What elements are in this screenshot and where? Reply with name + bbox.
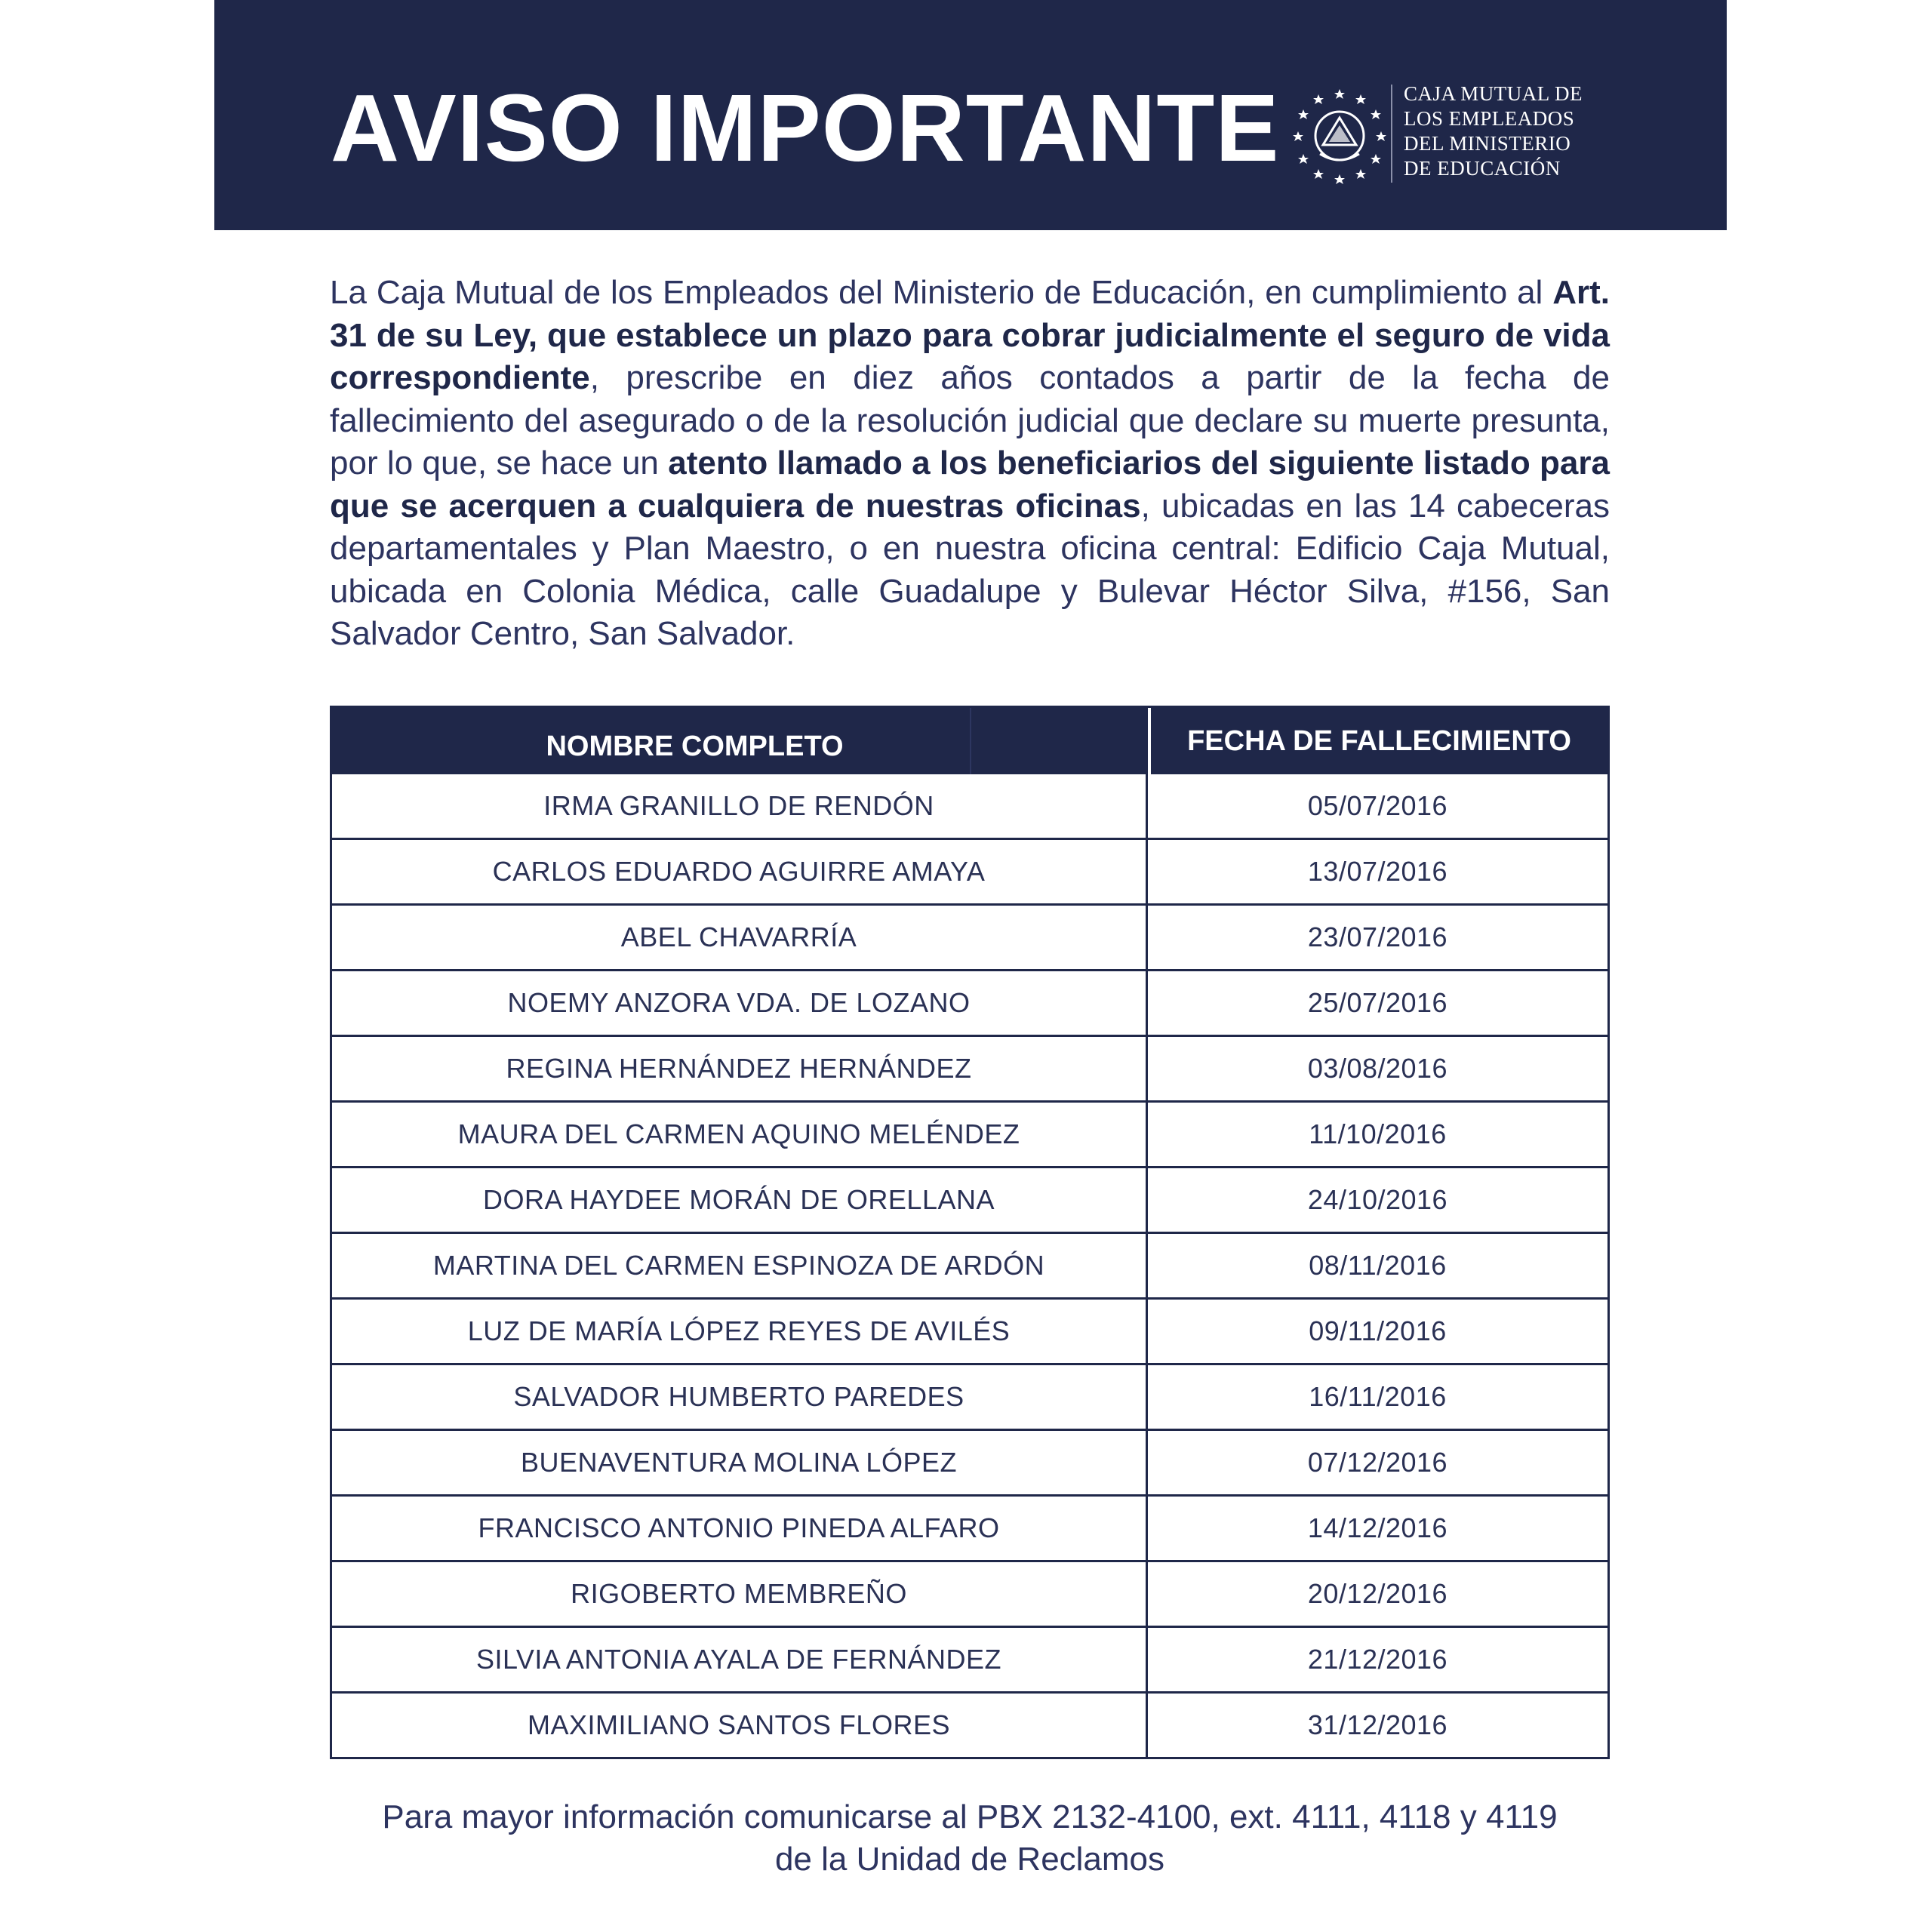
institution-name-line: LOS EMPLEADOS	[1404, 107, 1575, 130]
cell-date: 08/11/2016	[1309, 1250, 1447, 1281]
intro-text: , prescribe en diez años contados a partir de la fecha de fallecimiento del asegurado o de la resolución judicial que declare su muerte presunta, por lo que, se hace un	[330, 359, 1610, 481]
intro-text: , ubicadas en las 14 cabeceras departamentales y Plan Maestro, o en nuestra oficina central: Edificio Caja Mutual, ubicada en Colonia Médica, calle Guadalupe y Bulevar Héctor Silva, #156, San Salvador Centro, San Salvador.	[330, 487, 1610, 652]
cell-name: MAURA DEL CARMEN AQUINO MELÉNDEZ	[332, 1103, 1148, 1166]
table-row	[332, 838, 1607, 903]
cell-date: 11/10/2016	[1309, 1118, 1447, 1149]
table-row	[332, 969, 1607, 1035]
table-row	[332, 1363, 1607, 1429]
cell-date: 14/12/2016	[1307, 1512, 1448, 1543]
header-divider	[970, 708, 971, 774]
contact-line: de la Unidad de Reclamos	[774, 1841, 1165, 1878]
cell-date: 31/12/2016	[1307, 1709, 1448, 1740]
table-row	[332, 1035, 1607, 1100]
institution-name-line: CAJA MUTUAL DE	[1404, 82, 1583, 105]
column-header-date	[1151, 708, 1607, 774]
cell-date: 03/08/2016	[1307, 1053, 1448, 1084]
cell-date: 21/12/2016	[1307, 1644, 1448, 1675]
column-header-name	[332, 708, 1148, 774]
table-header	[332, 708, 1607, 774]
cell-date: 09/11/2016	[1309, 1315, 1447, 1346]
table-row	[332, 1494, 1607, 1560]
cell-name: SILVIA ANTONIA AYALA DE FERNÁNDEZ	[332, 1628, 1148, 1691]
table-row	[332, 1429, 1607, 1494]
cell-date: 23/07/2016	[1307, 921, 1448, 952]
table-row	[332, 1691, 1607, 1757]
logo-divider	[1391, 85, 1392, 183]
cell-name: LUZ DE MARÍA LÓPEZ REYES DE AVILÉS	[332, 1300, 1148, 1363]
cell-name: RIGOBERTO MEMBREÑO	[332, 1562, 1148, 1626]
intro-bold-text: Art. 31 de su Ley, que establece un plazo para cobrar judicialmente el seguro de vida correspondiente	[330, 274, 1610, 396]
cell-name: DORA HAYDEE MORÁN DE ORELLANA	[332, 1168, 1148, 1232]
table-row	[332, 1560, 1607, 1626]
table-row	[332, 903, 1607, 969]
cell-name: NOEMY ANZORA VDA. DE LOZANO	[332, 971, 1148, 1035]
cell-name: ABEL CHAVARRÍA	[332, 906, 1148, 969]
table-body	[332, 774, 1607, 1757]
column-header-date-label: FECHA DE FALLECIMIENTO	[1187, 724, 1571, 757]
institution-name	[1404, 82, 1583, 181]
contact-footer	[330, 1796, 1610, 1881]
intro-paragraph	[330, 272, 1610, 656]
cell-name: BUENAVENTURA MOLINA LÓPEZ	[332, 1431, 1148, 1494]
cell-name: CARLOS EDUARDO AGUIRRE AMAYA	[332, 840, 1148, 903]
table-row	[332, 1100, 1607, 1166]
intro-bold-text: atento llamado a los beneficiarios del siguiente listado para que se acerquen a cualquiera de nuestras oficinas	[330, 445, 1610, 525]
institution-name-line: DE EDUCACIÓN	[1404, 157, 1561, 180]
table-row	[332, 1232, 1607, 1297]
page-title: AVISO IMPORTANTE	[331, 75, 1280, 181]
intro-text: La Caja Mutual de los Empleados del Ministerio de Educación, en cumplimiento al	[330, 274, 1553, 311]
cell-name: FRANCISCO ANTONIO PINEDA ALFARO	[332, 1497, 1148, 1560]
column-header-name-label: NOMBRE COMPLETO	[546, 730, 844, 762]
cell-name: MARTINA DEL CARMEN ESPINOZA DE ARDÓN	[332, 1234, 1148, 1297]
cell-date: 16/11/2016	[1309, 1381, 1447, 1412]
cell-name: SALVADOR HUMBERTO PAREDES	[332, 1365, 1148, 1429]
contact-line: Para mayor información comunicarse al PBX 2132-4100, ext. 4111, 4118 y 4119	[382, 1798, 1558, 1835]
table-row	[332, 1297, 1607, 1363]
header-banner	[214, 0, 1727, 230]
table-row	[332, 774, 1607, 838]
table-row	[332, 1166, 1607, 1232]
cell-name: IRMA GRANILLO DE RENDÓN	[332, 774, 1148, 838]
cell-date: 07/12/2016	[1307, 1447, 1448, 1478]
institution-name-line: DEL MINISTERIO	[1404, 132, 1571, 155]
table-row	[332, 1626, 1607, 1691]
cell-date: 13/07/2016	[1307, 856, 1448, 887]
cell-name: REGINA HERNÁNDEZ HERNÁNDEZ	[332, 1037, 1148, 1100]
cell-name: MAXIMILIANO SANTOS FLORES	[332, 1694, 1148, 1757]
cell-date: 05/07/2016	[1307, 790, 1448, 821]
cell-date: 24/10/2016	[1307, 1184, 1448, 1215]
beneficiaries-table	[330, 706, 1610, 1759]
cell-date: 25/07/2016	[1307, 987, 1448, 1018]
cell-date: 20/12/2016	[1307, 1578, 1448, 1609]
el-salvador-seal-icon	[1287, 85, 1392, 190]
